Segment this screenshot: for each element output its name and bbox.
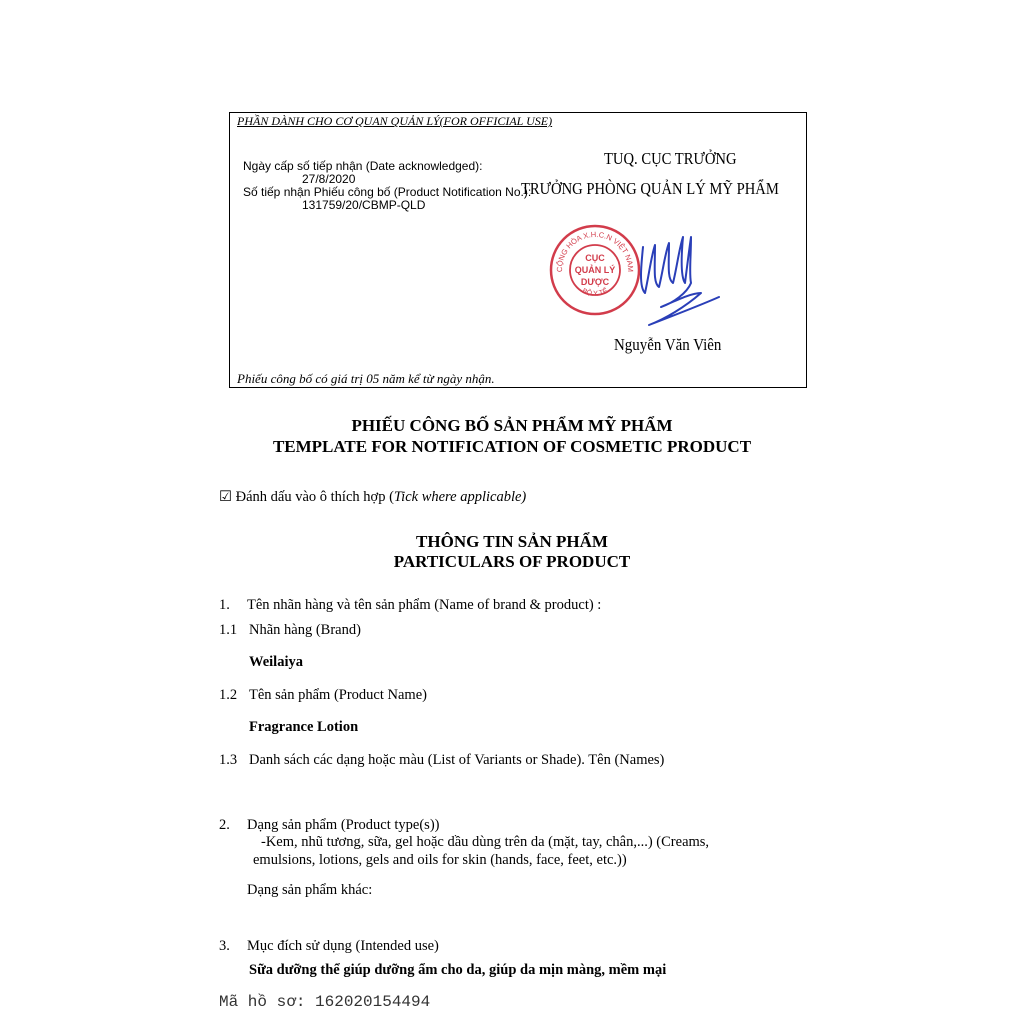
other-product-type: Dạng sản phẩm khác: — [247, 882, 373, 898]
item-1-2-number: 1.2 — [219, 687, 238, 703]
stamp-center-line1: CỤC — [585, 253, 605, 263]
item-1-1-number: 1.1 — [219, 622, 238, 638]
official-use-header: PHẦN DÀNH CHO CƠ QUAN QUẢN LÝ(FOR OFFICIAL USE) — [237, 114, 553, 128]
tick-note-italic: Tick where applicable) — [393, 489, 527, 505]
stamp-center-line3: DƯỢC — [580, 277, 610, 287]
signer-name: Nguyễn Văn Viên — [614, 335, 722, 354]
authority-title-line2: TRƯỞNG PHÒNG QUẢN LÝ MỸ PHẨM — [521, 179, 779, 198]
stamp-ring-bottom-text: BỘ Y TẾ — [581, 287, 609, 298]
product-type-line2: emulsions, lotions, gels and oils for skin (hands, face, feet, etc.)) — [253, 852, 627, 868]
tick-note — [219, 489, 526, 506]
item-2-number: 2. — [219, 817, 230, 833]
document-title-vn: PHIẾU CÔNG BỐ SẢN PHẨM MỸ PHẨM — [351, 416, 673, 435]
section-title-en: PARTICULARS OF PRODUCT — [393, 552, 631, 571]
authority-title-line1: TUQ. CỤC TRƯỞNG — [604, 149, 737, 168]
item-3-text: Mục đích sử dụng (Intended use) — [247, 938, 439, 954]
product-type-line1: -Kem, nhũ tương, sữa, gel hoặc dầu dùng trên da (mặt, tay, chân,...) (Creams, — [261, 834, 710, 850]
item-1-3-number: 1.3 — [219, 752, 238, 768]
item-2-text: Dạng sản phẩm (Product type(s)) — [247, 817, 440, 833]
item-3-number: 3. — [219, 938, 230, 954]
notification-number-label: Số tiếp nhận Phiếu công bố (Product Notification No.): — [243, 185, 532, 199]
section-title-vn: THÔNG TIN SẢN PHẨM — [416, 532, 608, 551]
tick-note-text: Đánh dấu vào ô thích hợp ( — [235, 489, 394, 505]
item-1-3-text: Danh sách các dạng hoặc màu (List of Variants or Shade). Tên (Names) — [249, 752, 665, 768]
item-1-text: Tên nhãn hàng và tên sản phẩm (Name of brand & product) : — [247, 597, 602, 613]
date-acknowledged-value: 27/8/2020 — [302, 172, 356, 186]
intended-use-value: Sữa dưỡng thể giúp dưỡng ẩm cho da, giúp da mịn màng, mềm mại — [249, 962, 667, 978]
product-name-value: Fragrance Lotion — [249, 719, 359, 735]
validity-note: Phiếu công bố có giá trị 05 năm kể từ ngày nhận. — [237, 371, 495, 386]
date-acknowledged-label: Ngày cấp số tiếp nhận (Date acknowledged): — [243, 159, 483, 173]
official-use-box — [229, 112, 807, 388]
brand-value: Weilaiya — [249, 654, 303, 670]
checkbox-icon: ☑ — [219, 489, 232, 505]
record-code: Mã hồ sơ: 162020154494 — [219, 993, 431, 1011]
stamp-ring-top-text: CỘNG HÒA X.H.C.N VIỆT NAM — [554, 229, 636, 273]
item-1-number: 1. — [219, 597, 230, 613]
notification-number-value: 131759/20/CBMP-QLD — [302, 198, 426, 212]
stamp-center-line2: QUẢN LÝ — [574, 265, 616, 275]
handwritten-signature — [625, 227, 725, 331]
item-1-1-text: Nhãn hàng (Brand) — [249, 622, 361, 638]
item-1-2-text: Tên sản phẩm (Product Name) — [249, 687, 427, 703]
document-title-en: TEMPLATE FOR NOTIFICATION OF COSMETIC PRODUCT — [272, 437, 752, 456]
